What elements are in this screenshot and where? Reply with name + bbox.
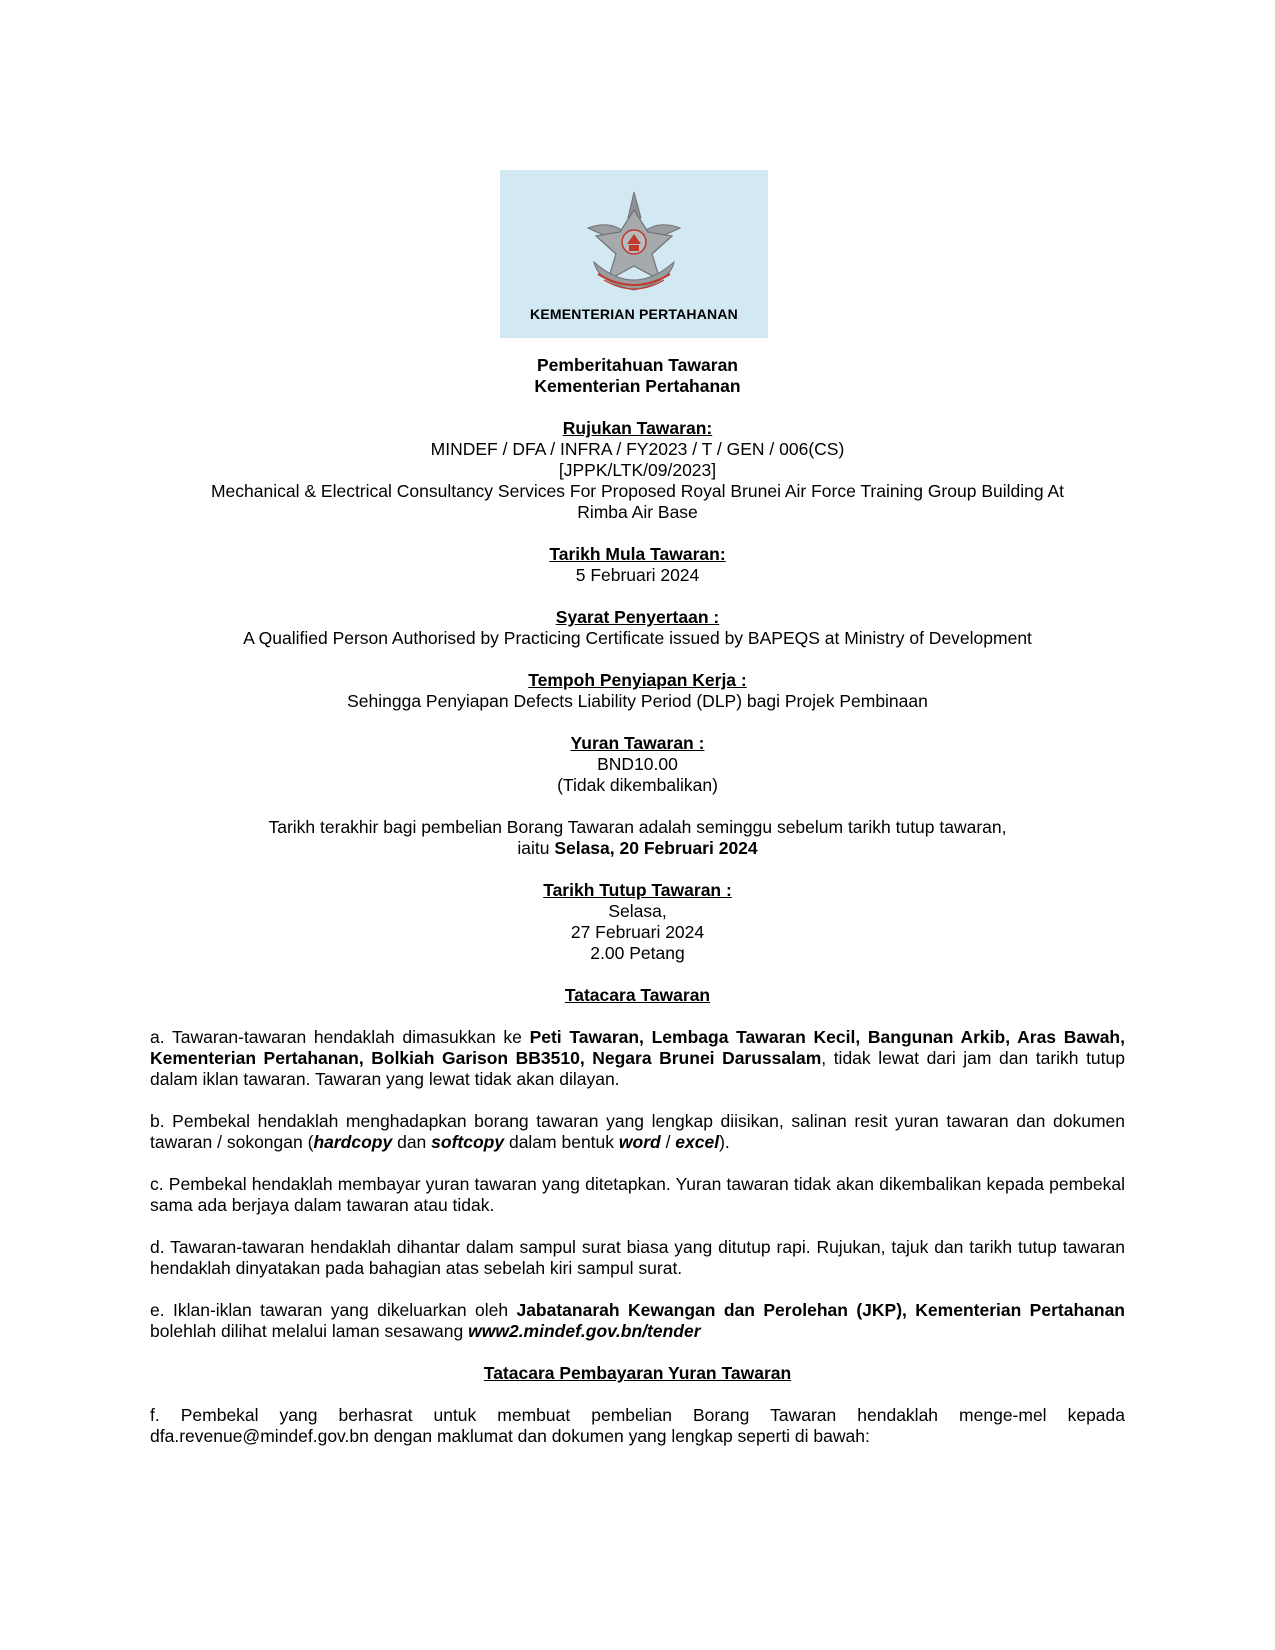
procedure-item-e: e. Iklan-iklan tawaran yang dikeluarkan oleh Jabatanarah Kewangan dan Perolehan (JKP), Kementerian Pertahanan bolehlah dilihat melalui laman sesawang www2.mindef.gov.bn/tender bbox=[150, 1300, 1125, 1341]
procedure-heading: Tatacara Tawaran bbox=[564, 985, 711, 1005]
requirements-text: A Qualified Person Authorised by Practicing Certificate issued by BAPEQS at Ministry of Development bbox=[243, 628, 1032, 648]
notice-title: Pemberitahuan Tawaran bbox=[537, 355, 738, 375]
purchase-deadline-date: iaitu Selasa, 20 Februari 2024 bbox=[517, 838, 758, 858]
ministry-logo bbox=[500, 170, 768, 338]
logo-text: KEMENTERIAN PERTAHANAN bbox=[530, 306, 738, 322]
fee-amount: BND10.00 bbox=[597, 754, 678, 774]
project-title-line1: Mechanical & Electrical Consultancy Services For Proposed Royal Brunei Air Force Training Group Building At bbox=[210, 481, 1065, 501]
procedure-item-a: a. Tawaran-tawaran hendaklah dimasukkan ke Peti Tawaran, Lembaga Tawaran Kecil, Bangunan Arkib, Aras Bawah, Kementerian Pertahanan, Bolkiah Garison BB3510, Negara Brunei Darussalam, tidak lewat dari jam dan tarikh tutup dalam iklan tawaran. Tawaran yang lewat tidak akan dilayan. bbox=[150, 1027, 1125, 1089]
start-date-heading: Tarikh Mula Tawaran: bbox=[549, 544, 726, 564]
procedure-item-c: c. Pembekal hendaklah membayar yuran tawaran yang ditetapkan. Yuran tawaran tidak akan dikembalikan kepada pembekal sama ada berjaya dalam tawaran atau tidak. bbox=[150, 1174, 1125, 1215]
procedure-item-d: d. Tawaran-tawaran hendaklah dihantar dalam sampul surat biasa yang ditutup rapi. Rujukan, tajuk dan tarikh tutup tawaran hendaklah dinyatakan pada bahagian atas sebelah kiri sampul surat. bbox=[150, 1237, 1125, 1278]
requirements-heading: Syarat Penyertaan : bbox=[555, 607, 720, 627]
closing-date-heading: Tarikh Tutup Tawaran : bbox=[543, 880, 732, 900]
purchase-deadline-text: Tarikh terakhir bagi pembelian Borang Tawaran adalah seminggu sebelum tarikh tutup tawaran, bbox=[268, 817, 1007, 837]
closing-day: Selasa, bbox=[608, 901, 667, 921]
start-date: 5 Februari 2024 bbox=[575, 565, 700, 585]
fee-heading: Yuran Tawaran : bbox=[570, 733, 705, 753]
payment-item-f: f. Pembekal yang berhasrat untuk membuat pembelian Borang Tawaran hendaklah menge-mel kepada dfa.revenue@mindef.gov.bn dengan maklumat dan dokumen yang lengkap seperti di bawah: bbox=[150, 1405, 1125, 1446]
fee-note: (Tidak dikembalikan) bbox=[557, 775, 718, 795]
reference-number: MINDEF / DFA / INFRA / FY2023 / T / GEN / 006(CS) bbox=[430, 439, 845, 459]
completion-period-text: Sehingga Penyiapan Defects Liability Period (DLP) bagi Projek Pembinaan bbox=[347, 691, 928, 711]
ministry-title: Kementerian Pertahanan bbox=[534, 376, 741, 396]
closing-date: 27 Februari 2024 bbox=[570, 922, 705, 942]
payment-procedure-heading: Tatacara Pembayaran Yuran Tawaran bbox=[483, 1363, 792, 1383]
reference-code: [JPPK/LTK/09/2023] bbox=[558, 460, 717, 480]
project-title-line2: Rimba Air Base bbox=[577, 502, 698, 522]
procedure-item-b: b. Pembekal hendaklah menghadapkan borang tawaran yang lengkap diisikan, salinan resit yuran tawaran dan dokumen tawaran / sokongan (hardcopy dan softcopy dalam bentuk word / excel). bbox=[150, 1111, 1125, 1152]
completion-period-heading: Tempoh Penyiapan Kerja : bbox=[528, 670, 747, 690]
closing-time: 2.00 Petang bbox=[590, 943, 685, 963]
rujukan-heading: Rujukan Tawaran: bbox=[562, 418, 713, 438]
tender-website-link[interactable]: www2.mindef.gov.bn/tender bbox=[468, 1321, 701, 1341]
